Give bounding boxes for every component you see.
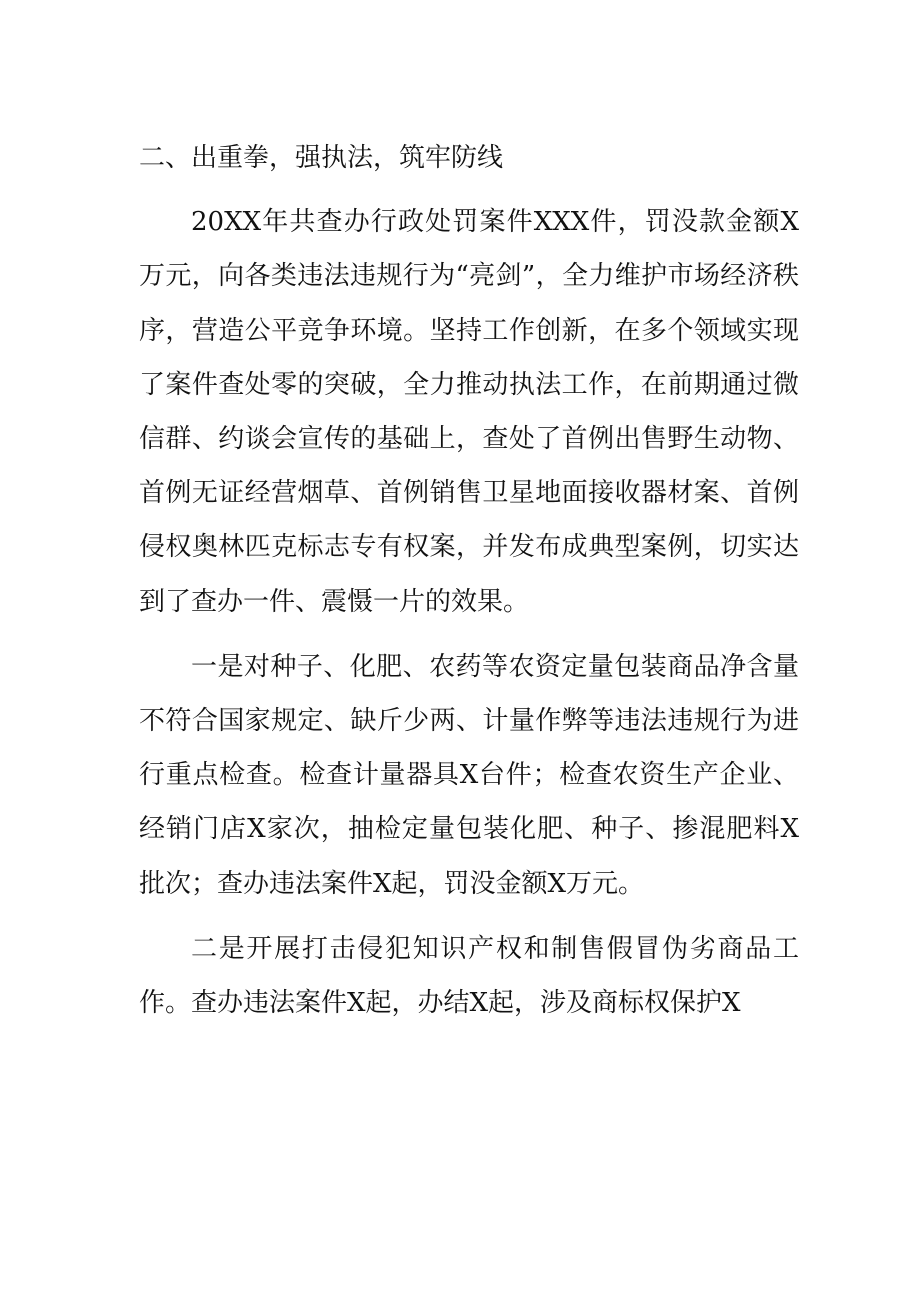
paragraph-ip-enforcement: 二是开展打击侵犯知识产权和制售假冒伪劣商品工作。查办违法案件X起，办结X起，涉及商标权保护X [139, 933, 799, 1019]
document-body [139, 131, 799, 1041]
section-heading: 二、出重拳，强执法，筑牢防线 [139, 143, 504, 173]
paragraph-case-summary: 20XX年共查办行政处罚案件XXX件，罚没款金额X万元，向各类违法违规行为“亮剑”，全力维护市场经济秩序，营造公平竞争环境。坚持工作创新，在多个领域实现了案件查处零的突破，全力推动执法工作，在前期通过微信群、约谈会宣传的基础上，查处了首例出售野生动物、首例无证经营烟草、首例销售卫星地面接收器材案、首例侵权奥林匹克标志专有权案，并发布成典型案例，切实达到了查办一件、震慑一片的效果。 [139, 207, 799, 617]
paragraph-agricultural-inspection: 一是对种子、化肥、农药等农资定量包装商品净含量不符合国家规定、缺斤少两、计量作弊等违法违规行为进行重点检查。检查计量器具X台件；检查农资生产企业、经销门店X家次，抽检定量包装化肥、种子、掺混肥料X批次；查办违法案件X起，罚没金额X万元。 [139, 651, 799, 899]
